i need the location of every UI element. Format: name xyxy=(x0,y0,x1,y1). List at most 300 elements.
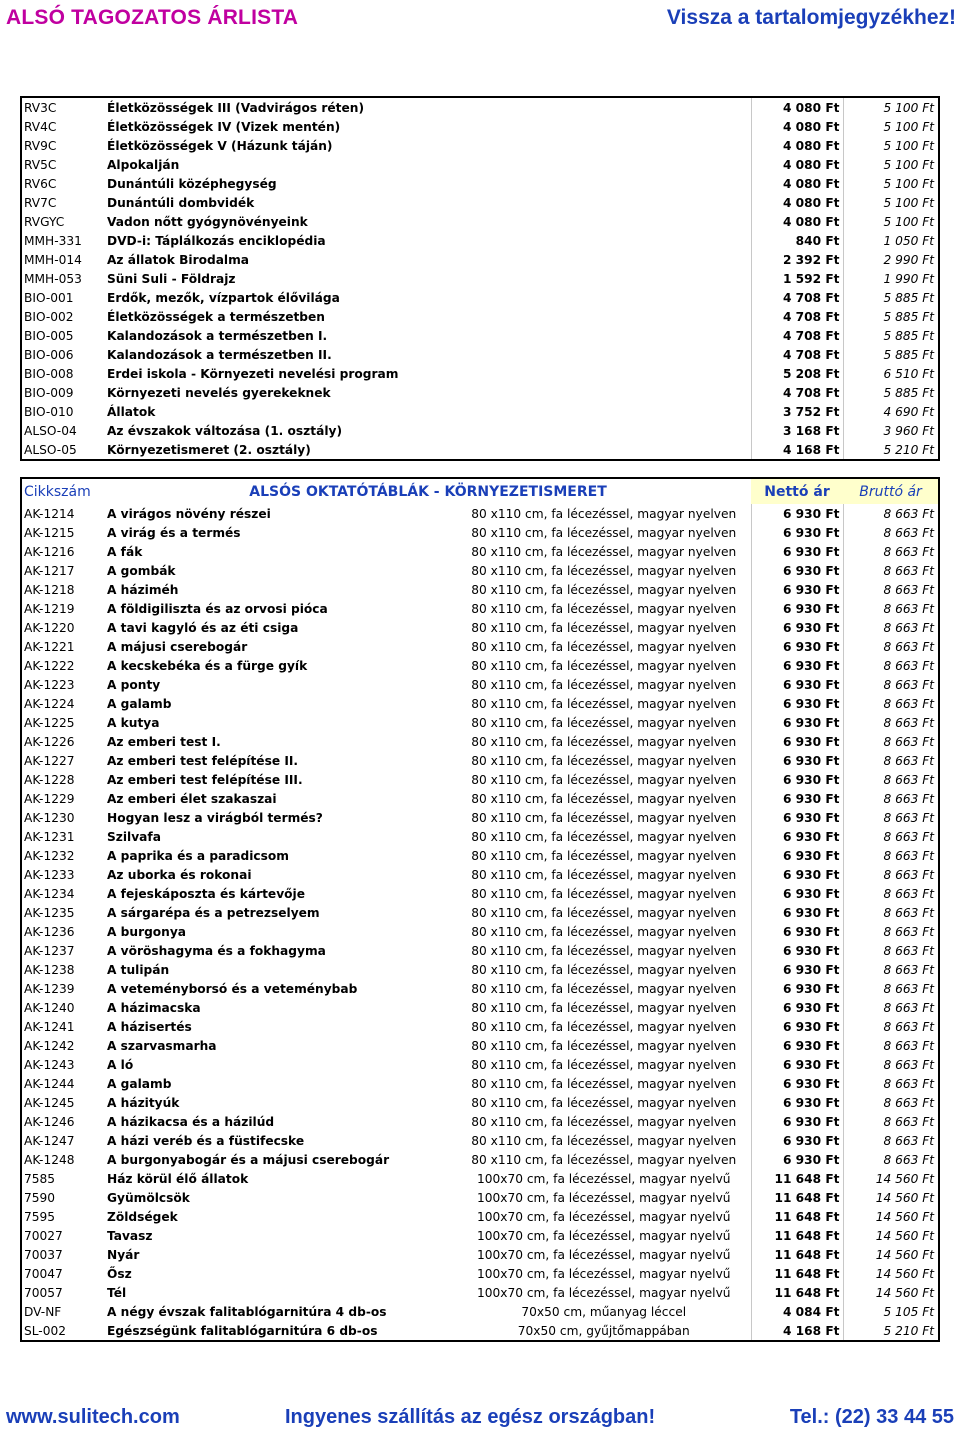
net-price: 11 648 Ft xyxy=(751,1283,843,1302)
column-header-code: Cikkszám xyxy=(24,483,91,500)
product-name: A kutya xyxy=(107,715,160,730)
gross-price: 5 885 Ft xyxy=(843,326,939,345)
net-price: 1 592 Ft xyxy=(751,269,843,288)
gross-price: 8 663 Ft xyxy=(843,1093,939,1112)
product-name: A földigiliszta és az orvosi pióca xyxy=(107,601,328,616)
net-price: 5 208 Ft xyxy=(751,364,843,383)
gross-price: 6 510 Ft xyxy=(843,364,939,383)
product-name: Kalandozások a természetben II. xyxy=(107,347,332,362)
shipping-notice: Ingyenes szállítás az egész országban! xyxy=(285,1406,656,1428)
table-row xyxy=(21,97,939,117)
product-name: A burgonyabogár és a májusi cserebogár xyxy=(107,1152,390,1167)
gross-price: 5 885 Ft xyxy=(843,345,939,364)
product-name: A veteményborsó és a veteményba​b xyxy=(107,981,358,996)
net-price: 6 930 Ft xyxy=(751,599,843,618)
table-row xyxy=(21,1245,939,1264)
table-row xyxy=(21,694,939,713)
product-name: A ló xyxy=(107,1057,134,1072)
table-row xyxy=(21,1074,939,1093)
product-code: AK-1248 xyxy=(24,1152,75,1167)
product-code: AK-1224 xyxy=(24,696,75,711)
table-row xyxy=(21,117,939,136)
gross-price: 8 663 Ft xyxy=(843,770,939,789)
table-row xyxy=(21,808,939,827)
net-price: 4 708 Ft xyxy=(751,288,843,307)
table-row xyxy=(21,1283,939,1302)
product-dimensions: 80 x110 cm, fa lécezéssel, magyar nyelven xyxy=(471,601,737,616)
price-table-1 xyxy=(20,96,940,461)
product-code: 70027 xyxy=(24,1228,63,1243)
product-code: AK-1235 xyxy=(24,905,75,920)
net-price: 6 930 Ft xyxy=(751,561,843,580)
table-row xyxy=(21,599,939,618)
gross-price: 8 663 Ft xyxy=(843,827,939,846)
product-name: A galamb xyxy=(107,1076,172,1091)
net-price: 6 930 Ft xyxy=(751,1093,843,1112)
product-name: Az emberi test I. xyxy=(107,734,221,749)
table-row xyxy=(21,998,939,1017)
product-code: ALSO-05 xyxy=(24,442,77,457)
net-price: 6 930 Ft xyxy=(751,1036,843,1055)
table-row xyxy=(21,865,939,884)
product-code: AK-1244 xyxy=(24,1076,75,1091)
gross-price: 5 100 Ft xyxy=(843,193,939,212)
product-code: AK-1231 xyxy=(24,829,75,844)
gross-price: 5 885 Ft xyxy=(843,383,939,402)
product-dimensions: 100x70 cm, fa lécezéssel, magyar nyelvű xyxy=(476,1266,731,1281)
product-dimensions: 80 x110 cm, fa lécezéssel, magyar nyelven xyxy=(471,639,737,654)
product-name: Hogyan lesz a virágból termés? xyxy=(107,810,323,825)
product-dimensions: 80 x110 cm, fa lécezéssel, magyar nyelven xyxy=(471,829,737,844)
product-name: Az emberi test felépítése III. xyxy=(107,772,303,787)
net-price: 6 930 Ft xyxy=(751,1017,843,1036)
gross-price: 8 663 Ft xyxy=(843,675,939,694)
table-row xyxy=(21,326,939,345)
net-price: 6 930 Ft xyxy=(751,751,843,770)
product-name: Ősz xyxy=(107,1266,132,1281)
table-row xyxy=(21,580,939,599)
product-name: Az emberi élet szakaszai xyxy=(107,791,277,806)
product-code: 70057 xyxy=(24,1285,63,1300)
gross-price: 1 990 Ft xyxy=(843,269,939,288)
net-price: 11 648 Ft xyxy=(751,1169,843,1188)
gross-price: 8 663 Ft xyxy=(843,1055,939,1074)
price-table-2 xyxy=(20,477,940,1342)
product-code: RVGYC xyxy=(24,214,65,229)
table-row xyxy=(21,770,939,789)
table-row xyxy=(21,979,939,998)
gross-price: 5 210 Ft xyxy=(843,440,939,460)
table-row xyxy=(21,789,939,808)
product-code: AK-1229 xyxy=(24,791,75,806)
gross-price: 8 663 Ft xyxy=(843,656,939,675)
net-price: 6 930 Ft xyxy=(751,523,843,542)
net-price: 6 930 Ft xyxy=(751,542,843,561)
product-name: Állatok xyxy=(107,404,156,419)
product-dimensions: 80 x110 cm, fa lécezéssel, magyar nyelven xyxy=(471,810,737,825)
product-code: DV-NF xyxy=(24,1304,62,1319)
table-row xyxy=(21,250,939,269)
product-code: AK-1221 xyxy=(24,639,75,654)
product-dimensions: 80 x110 cm, fa lécezéssel, magyar nyelven xyxy=(471,772,737,787)
product-code: RV3C xyxy=(24,100,57,115)
net-price: 3 752 Ft xyxy=(751,402,843,421)
gross-price: 8 663 Ft xyxy=(843,884,939,903)
gross-price: 5 100 Ft xyxy=(843,155,939,174)
table-row xyxy=(21,421,939,440)
product-code: AK-1240 xyxy=(24,1000,75,1015)
net-price: 6 930 Ft xyxy=(751,1150,843,1169)
table-row xyxy=(21,732,939,751)
net-price: 6 930 Ft xyxy=(751,504,843,523)
gross-price: 8 663 Ft xyxy=(843,1074,939,1093)
product-name: Az évszakok változása (1. osztály) xyxy=(107,423,343,438)
net-price: 4 168 Ft xyxy=(751,1321,843,1341)
net-price: 6 930 Ft xyxy=(751,580,843,599)
net-price: 6 930 Ft xyxy=(751,694,843,713)
product-dimensions: 80 x110 cm, fa lécezéssel, magyar nyelven xyxy=(471,563,737,578)
table-row xyxy=(21,1131,939,1150)
net-price: 6 930 Ft xyxy=(751,1131,843,1150)
net-price: 11 648 Ft xyxy=(751,1226,843,1245)
net-price: 6 930 Ft xyxy=(751,770,843,789)
product-code: RV5C xyxy=(24,157,57,172)
product-code: AK-1243 xyxy=(24,1057,75,1072)
net-price: 11 648 Ft xyxy=(751,1264,843,1283)
table-row xyxy=(21,1055,939,1074)
table-row xyxy=(21,504,939,523)
product-dimensions: 70x50 cm, gyűjtőmappában xyxy=(517,1323,690,1338)
product-code: AK-1222 xyxy=(24,658,75,673)
net-price: 6 930 Ft xyxy=(751,827,843,846)
phone-number: Tel.: (22) 33 44 55 xyxy=(789,1406,954,1428)
product-name: A tavi kagyló és az éti csiga xyxy=(107,620,299,635)
net-price: 4 080 Ft xyxy=(751,117,843,136)
gross-price: 14 560 Ft xyxy=(843,1245,939,1264)
table-row xyxy=(21,1207,939,1226)
product-code: AK-1232 xyxy=(24,848,75,863)
net-price: 11 648 Ft xyxy=(751,1245,843,1264)
gross-price: 1 050 Ft xyxy=(843,231,939,250)
net-price: 6 930 Ft xyxy=(751,808,843,827)
table-row xyxy=(21,269,939,288)
product-dimensions: 80 x110 cm, fa lécezéssel, magyar nyelven xyxy=(471,582,737,597)
gross-price: 8 663 Ft xyxy=(843,998,939,1017)
product-code: AK-1217 xyxy=(24,563,75,578)
gross-price: 14 560 Ft xyxy=(843,1226,939,1245)
product-dimensions: 80 x110 cm, fa lécezéssel, magyar nyelven xyxy=(471,943,737,958)
table-row xyxy=(21,1302,939,1321)
product-dimensions: 100x70 cm, fa lécezéssel, magyar nyelvű xyxy=(476,1190,731,1205)
gross-price: 8 663 Ft xyxy=(843,960,939,979)
product-code: SL-002 xyxy=(24,1323,66,1338)
net-price: 6 930 Ft xyxy=(751,1112,843,1131)
net-price: 4 708 Ft xyxy=(751,307,843,326)
product-name: A házikacsa és a házilúd xyxy=(107,1114,275,1129)
product-code: BIO-010 xyxy=(24,404,74,419)
gross-price: 5 210 Ft xyxy=(843,1321,939,1341)
net-price: 6 930 Ft xyxy=(751,713,843,732)
net-price: 4 080 Ft xyxy=(751,193,843,212)
product-code: AK-1239 xyxy=(24,981,75,996)
table-row xyxy=(21,212,939,231)
net-price: 6 930 Ft xyxy=(751,618,843,637)
gross-price: 8 663 Ft xyxy=(843,599,939,618)
table-row xyxy=(21,1321,939,1341)
product-name: Az állatok Birodalma xyxy=(107,252,250,267)
product-code: 7585 xyxy=(24,1171,56,1186)
gross-price: 5 100 Ft xyxy=(843,174,939,193)
gross-price: 5 100 Ft xyxy=(843,97,939,117)
net-price: 6 930 Ft xyxy=(751,637,843,656)
net-price: 6 930 Ft xyxy=(751,941,843,960)
table-row xyxy=(21,751,939,770)
gross-price: 8 663 Ft xyxy=(843,922,939,941)
gross-price: 4 690 Ft xyxy=(843,402,939,421)
gross-price: 8 663 Ft xyxy=(843,523,939,542)
product-code: BIO-009 xyxy=(24,385,74,400)
table-row xyxy=(21,136,939,155)
product-name: A sárgarépa és a petrezselyem xyxy=(107,905,320,920)
product-dimensions: 80 x110 cm, fa lécezéssel, magyar nyelven xyxy=(471,886,737,901)
product-dimensions: 80 x110 cm, fa lécezéssel, magyar nyelven xyxy=(471,1152,737,1167)
gross-price: 8 663 Ft xyxy=(843,808,939,827)
product-name: Életközösségek V (Házunk táján) xyxy=(107,138,333,153)
gross-price: 8 663 Ft xyxy=(843,561,939,580)
gross-price: 8 663 Ft xyxy=(843,504,939,523)
net-price: 6 930 Ft xyxy=(751,884,843,903)
section-title: ALSÓS OKTATÓTÁBLÁK - KÖRNYEZETISMERET xyxy=(249,483,607,500)
product-dimensions: 80 x110 cm, fa lécezéssel, magyar nyelven xyxy=(471,544,737,559)
gross-price: 5 100 Ft xyxy=(843,212,939,231)
product-code: MMH-331 xyxy=(24,233,82,248)
product-code: RV6C xyxy=(24,176,57,191)
product-name: DVD-i: Táplálkozás enciklopédia xyxy=(107,233,326,248)
table-row xyxy=(21,903,939,922)
table-row xyxy=(21,1188,939,1207)
gross-price: 5 100 Ft xyxy=(843,136,939,155)
product-name: A tulipán xyxy=(107,962,170,977)
table-row xyxy=(21,1264,939,1283)
gross-price: 8 663 Ft xyxy=(843,865,939,884)
table-row xyxy=(21,713,939,732)
product-name: A gombák xyxy=(107,563,176,578)
product-dimensions: 80 x110 cm, fa lécezéssel, magyar nyelven xyxy=(471,525,737,540)
product-code: 70037 xyxy=(24,1247,63,1262)
product-dimensions: 80 x110 cm, fa lécezéssel, magyar nyelven xyxy=(471,1057,737,1072)
product-code: 7595 xyxy=(24,1209,56,1224)
product-name: Nyár xyxy=(107,1247,140,1262)
net-price: 6 930 Ft xyxy=(751,675,843,694)
table-row xyxy=(21,884,939,903)
product-code: BIO-002 xyxy=(24,309,74,324)
product-name: A négy évszak falitablógarnitúra 4 db-os xyxy=(107,1304,387,1319)
product-name: Az uborka és rokonai xyxy=(107,867,252,882)
product-code: AK-1236 xyxy=(24,924,75,939)
column-header-gross: Bruttó ár xyxy=(843,478,939,504)
product-dimensions: 80 x110 cm, fa lécezéssel, magyar nyelven xyxy=(471,506,737,521)
product-name: A paprika és a paradicsom xyxy=(107,848,289,863)
product-dimensions: 100x70 cm, fa lécezéssel, magyar nyelvű xyxy=(476,1171,731,1186)
product-name: Az emberi test felépítése II. xyxy=(107,753,299,768)
table-row xyxy=(21,440,939,460)
product-name: A házimacska xyxy=(107,1000,201,1015)
product-dimensions: 80 x110 cm, fa lécezéssel, magyar nyelven xyxy=(471,1019,737,1034)
net-price: 4 080 Ft xyxy=(751,97,843,117)
table-row xyxy=(21,618,939,637)
table-row xyxy=(21,1112,939,1131)
product-code: ALSO-04 xyxy=(24,423,77,438)
product-dimensions: 80 x110 cm, fa lécezéssel, magyar nyelven xyxy=(471,715,737,730)
net-price: 4 080 Ft xyxy=(751,155,843,174)
table-row xyxy=(21,637,939,656)
net-price: 11 648 Ft xyxy=(751,1188,843,1207)
table-row xyxy=(21,288,939,307)
product-code: AK-1246 xyxy=(24,1114,75,1129)
gross-price: 14 560 Ft xyxy=(843,1188,939,1207)
product-dimensions: 100x70 cm, fa lécezéssel, magyar nyelvű xyxy=(476,1228,731,1243)
gross-price: 8 663 Ft xyxy=(843,1112,939,1131)
gross-price: 8 663 Ft xyxy=(843,903,939,922)
website-link[interactable]: www.sulitech.com xyxy=(6,1406,180,1428)
product-name: Környezeti nevelés gyerekeknek xyxy=(107,385,331,400)
table-row xyxy=(21,383,939,402)
table-row xyxy=(21,1226,939,1245)
net-price: 6 930 Ft xyxy=(751,960,843,979)
gross-price: 8 663 Ft xyxy=(843,1036,939,1055)
product-name: Életközösségek IV (Vizek mentén) xyxy=(107,119,341,134)
product-code: RV4C xyxy=(24,119,57,134)
gross-price: 8 663 Ft xyxy=(843,1131,939,1150)
net-price: 6 930 Ft xyxy=(751,903,843,922)
net-price: 6 930 Ft xyxy=(751,998,843,1017)
net-price: 4 168 Ft xyxy=(751,440,843,460)
product-name: A burgonya xyxy=(107,924,187,939)
product-code: AK-1218 xyxy=(24,582,75,597)
net-price: 11 648 Ft xyxy=(751,1207,843,1226)
product-name: A kecskebéka és a fürge gyík xyxy=(107,658,308,673)
table-row xyxy=(21,1169,939,1188)
product-code: AK-1234 xyxy=(24,886,75,901)
back-to-contents-link[interactable]: Vissza a tartalomjegyzékhez! xyxy=(666,6,956,29)
product-name: A házi veréb és a füstifecske xyxy=(107,1133,305,1148)
product-dimensions: 80 x110 cm, fa lécezéssel, magyar nyelven xyxy=(471,696,737,711)
product-code: AK-1237 xyxy=(24,943,75,958)
gross-price: 2 990 Ft xyxy=(843,250,939,269)
product-name: A virág és a termés xyxy=(107,525,241,540)
product-code: AK-1228 xyxy=(24,772,75,787)
product-name: Ház körül élő állatok xyxy=(107,1171,249,1186)
table-row xyxy=(21,231,939,250)
table-row xyxy=(21,846,939,865)
product-code: 7590 xyxy=(24,1190,56,1205)
table-row xyxy=(21,523,939,542)
product-dimensions: 100x70 cm, fa lécezéssel, magyar nyelvű xyxy=(476,1247,731,1262)
product-code: AK-1230 xyxy=(24,810,75,825)
product-code: AK-1223 xyxy=(24,677,75,692)
table-row xyxy=(21,193,939,212)
product-name: Dunántúli dombvidék xyxy=(107,195,255,210)
table-row xyxy=(21,561,939,580)
product-dimensions: 100x70 cm, fa lécezéssel, magyar nyelvű xyxy=(476,1209,731,1224)
product-code: AK-1216 xyxy=(24,544,75,559)
product-dimensions: 80 x110 cm, fa lécezéssel, magyar nyelven xyxy=(471,848,737,863)
gross-price: 3 960 Ft xyxy=(843,421,939,440)
product-name: Tél xyxy=(107,1285,127,1300)
product-name: A fák xyxy=(107,544,143,559)
gross-price: 8 663 Ft xyxy=(843,580,939,599)
product-name: Környezetismeret (2. osztály) xyxy=(107,442,311,457)
product-dimensions: 80 x110 cm, fa lécezéssel, magyar nyelven xyxy=(471,981,737,996)
product-dimensions: 80 x110 cm, fa lécezéssel, magyar nyelven xyxy=(471,1095,737,1110)
product-name: Süni Suli - Földrajz xyxy=(107,271,236,286)
gross-price: 14 560 Ft xyxy=(843,1283,939,1302)
table-row xyxy=(21,827,939,846)
gross-price: 8 663 Ft xyxy=(843,1150,939,1169)
gross-price: 8 663 Ft xyxy=(843,542,939,561)
product-name: Dunántúli középhegység xyxy=(107,176,277,191)
table-row xyxy=(21,542,939,561)
net-price: 4 708 Ft xyxy=(751,345,843,364)
product-code: MMH-053 xyxy=(24,271,82,286)
product-dimensions: 80 x110 cm, fa lécezéssel, magyar nyelven xyxy=(471,658,737,673)
product-dimensions: 80 x110 cm, fa lécezéssel, magyar nyelven xyxy=(471,1038,737,1053)
product-dimensions: 80 x110 cm, fa lécezéssel, magyar nyelven xyxy=(471,791,737,806)
net-price: 6 930 Ft xyxy=(751,656,843,675)
product-dimensions: 80 x110 cm, fa lécezéssel, magyar nyelven xyxy=(471,734,737,749)
net-price: 6 930 Ft xyxy=(751,1074,843,1093)
gross-price: 8 663 Ft xyxy=(843,694,939,713)
product-name: Életközösségek III (Vadvirágos réten) xyxy=(107,100,365,115)
table-row xyxy=(21,307,939,326)
product-code: BIO-005 xyxy=(24,328,74,343)
product-code: AK-1233 xyxy=(24,867,75,882)
product-dimensions: 80 x110 cm, fa lécezéssel, magyar nyelven xyxy=(471,677,737,692)
gross-price: 8 663 Ft xyxy=(843,846,939,865)
gross-price: 8 663 Ft xyxy=(843,618,939,637)
product-name: Életközösségek a természetben xyxy=(107,309,325,324)
product-name: Erdei iskola - Környezeti nevelési program xyxy=(107,366,399,381)
table-row xyxy=(21,922,939,941)
product-dimensions: 80 x110 cm, fa lécezéssel, magyar nyelven xyxy=(471,1000,737,1015)
product-code: AK-1214 xyxy=(24,506,75,521)
gross-price: 8 663 Ft xyxy=(843,732,939,751)
product-name: Gyümölcsök xyxy=(107,1190,190,1205)
product-code: AK-1242 xyxy=(24,1038,75,1053)
product-code: AK-1247 xyxy=(24,1133,75,1148)
net-price: 2 392 Ft xyxy=(751,250,843,269)
product-code: BIO-006 xyxy=(24,347,74,362)
product-name: Szilvafa xyxy=(107,829,161,844)
table-row xyxy=(21,960,939,979)
gross-price: 14 560 Ft xyxy=(843,1264,939,1283)
product-code: AK-1219 xyxy=(24,601,75,616)
gross-price: 5 100 Ft xyxy=(843,117,939,136)
product-name: Vadon nőtt gyógynövényeink xyxy=(107,214,308,229)
product-dimensions: 70x50 cm, műanyag léccel xyxy=(521,1304,687,1319)
net-price: 3 168 Ft xyxy=(751,421,843,440)
net-price: 6 930 Ft xyxy=(751,789,843,808)
product-dimensions: 80 x110 cm, fa lécezéssel, magyar nyelven xyxy=(471,962,737,977)
product-name: Tavasz xyxy=(107,1228,153,1243)
product-dimensions: 80 x110 cm, fa lécezéssel, magyar nyelven xyxy=(471,753,737,768)
gross-price: 5 885 Ft xyxy=(843,307,939,326)
product-code: AK-1226 xyxy=(24,734,75,749)
net-price: 6 930 Ft xyxy=(751,979,843,998)
product-name: A házisertés xyxy=(107,1019,192,1034)
net-price: 4 708 Ft xyxy=(751,326,843,345)
product-name: A vöröshagyma és a fokhagyma xyxy=(107,943,326,958)
